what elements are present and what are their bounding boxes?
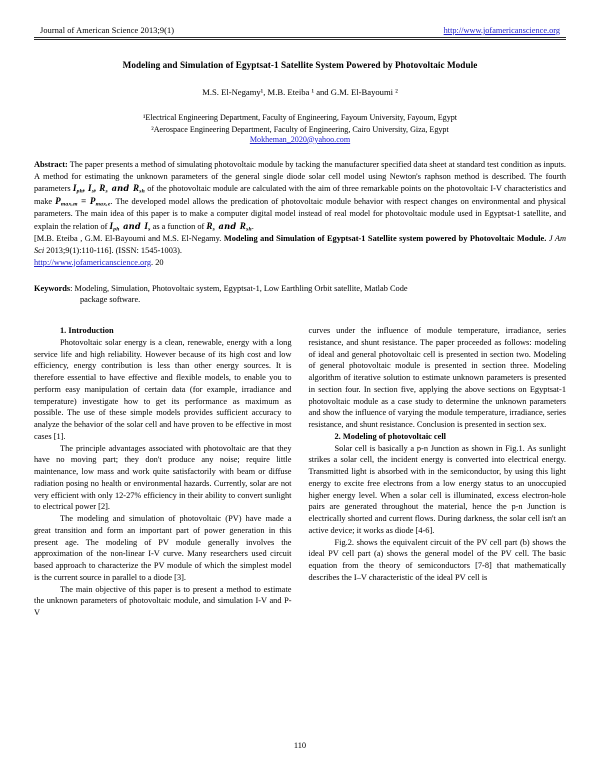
- header-rule: [34, 37, 566, 40]
- right-paragraph-2: Fig.2. shows the equivalent circuit of the PV cell part (b) shows the ideal PV cell part (a) shows the general model of the PV cell. The basic equation from the theory of semiconductors [7-8] that mathematically describes the I–V characteristic of the ideal PV cell is: [308, 537, 566, 582]
- right-paragraph-1: Solar cell is basically a p-n Junction as shown in Fig.1. As sunlight strikes a solar cell, the incident energy is converted into electrical energy. Transmitted light is absorbed with in the semiconductor, by using this light energy to excite free electrons from a low energy status to an unoccupied higher energy level. When a solar cell is illuminated, excess electron-hole pairs are generated throughout the material, hence the p-n Junction is electrically shorted and current flows. During darkness, the solar cell isn't an active device; it works as diode [4-6].: [308, 443, 566, 535]
- abstract-text-3: . The developed model allows the predication of photovoltaic module behavior with respect changes on environmental and physical parameters. The main idea of this paper is to make a computer digital model instead of real model for photovoltaic module used in Egyptsat-1 satellite, and explain the relation of: [34, 197, 566, 232]
- math-iph-and-is: $I_{ph}$ and $I_s$: [109, 221, 151, 233]
- journal-url-link[interactable]: http://www.jofamericanscience.org: [443, 26, 560, 35]
- running-head: [34, 26, 566, 37]
- page-number: 110: [293, 741, 307, 750]
- abstract-text-4: as a function of: [150, 222, 207, 232]
- math-pmax-equality: $P_{max,m} = P_{max,e}$: [55, 196, 111, 208]
- citation-prefix: [M.B. Eteiba , G.M. El-Bayoumi and M.S. El-Negamy.: [34, 233, 224, 243]
- math-rs-and-rsh: $R_s$ and $R_{sh}$: [206, 221, 252, 233]
- journal-citation: Journal of American Science 2013;9(1): [40, 26, 175, 35]
- abstract-paragraph: [34, 159, 566, 233]
- abstract-label: Abstract:: [34, 159, 68, 169]
- self-citation: [34, 233, 566, 269]
- left-paragraph-3: The modeling and simulation of photovoltaic (PV) have made a great transition and form an important part of power generation in this present age. The modeling of PV module generally involves the approximation of the non-linear I-V curve. Many researchers used circuit based approach to characterize the PV module of which the simplest model is the current source in parallel to a diode [3].: [34, 514, 292, 582]
- abstract-text-1: The paper presents a method of simulating photovoltaic module by tacking the manufacturer specified data sheet at standard test condition as inputs. A method for estimating the unknown parameters of the general single diode solar cell model using Newton's raphson method is described. The fourth parameters: [34, 159, 566, 194]
- left-paragraph-4: The main objective of this paper is to present a method to estimate the unknown parameters of photovoltaic module, and simulation I-V and P-V: [34, 584, 292, 618]
- abstract-text-2: of the photovoltaic module are calculated with the aim of three remarkable points on the photovoltaic I-V characteristics and make: [34, 184, 567, 207]
- author-names: M.S. El-Negamy¹, M.B. Eteiba ¹ and G.M. El-Bayoumi ²: [202, 87, 398, 98]
- affiliations: [34, 112, 566, 134]
- citation-tail: . 20: [151, 257, 164, 267]
- citation-volume: 2013;9(1):110-116]. (ISSN: 1545-1003).: [44, 245, 182, 255]
- affiliation-1: ¹Electrical Engineering Department, Faculty of Engineering, Fayoum University, Fayoum, Egypt: [142, 113, 458, 123]
- left-column: [34, 325, 292, 619]
- left-paragraph-2: The principle advantages associated with photovoltaic are that they have no moving part; they don't produce any noise; require little maintenance, low mass and work quite satisfactorily with beam or diffuse radiation posing no health or environmental hazards. Currently, solar are not very efficient with only 12-27% efficiency in their ability to convert sunlight to electrical power [2].: [34, 443, 292, 512]
- section-heading-modeling-pv-cell: 2. Modeling of photovoltaic cell: [334, 431, 446, 441]
- abstract-text-5: .: [251, 222, 254, 232]
- left-paragraph-1: Photovoltaic solar energy is a clean, renewable, energy with a long service life and high reliability. However because of its high cost and low efficiency, energy contribution is less than other energy sources. It is therefore essential to have effective and flexible models, to enable you to perform easy manipulation of certain data (for example, irradiance and temperature) investigate how to get its performance as maximum as possible. The use of these simple models provides sufficient accuracy to analyze the behavior of the solar cell and have proven to be effective in most cases [1].: [34, 337, 292, 441]
- right-paragraph-continuation: curves under the influence of module temperature, irradiance, series resistance, and shunt resistance. The paper proceeded as follows: modeling of ideal and general photovoltaic cell is presented in section two. Modeling of general photovoltaic module is presented in section three. Modeling algorithm of iterative solution to estimate unknown parameters is presented in section four. In section five, applying the above sections on Egyptsat-1 photovoltaic module as a case study to determine the unknown parameters and show the influence of varying the module temperature, irradiance, series resistance, and shunt resistance. Conclusion is presented in section sex.: [308, 326, 566, 430]
- page-title: Modeling and Simulation of Egyptsat-1 Satellite System Powered by Photovoltaic Module: [122, 60, 478, 71]
- citation-title: Modeling and Simulation of Egyptsat-1 Satellite system powered by Photovoltaic Module.: [223, 233, 547, 243]
- abstract-block: [34, 159, 566, 269]
- keywords-block: [34, 283, 566, 307]
- right-column: [309, 325, 567, 584]
- affiliation-2: ²Aerospace Engineering Department, Faculty of Engineering, Cairo University, Giza, Egypt: [151, 124, 449, 134]
- citation-url-link[interactable]: http://www.jofamericanscience.org: [34, 257, 152, 267]
- contact-email-link[interactable]: Mokheman_2020@yahoo.com: [249, 134, 351, 144]
- keywords-label: Keywords: [34, 283, 71, 293]
- body-columns: [34, 325, 566, 619]
- keywords-line-2: package software.: [80, 295, 141, 305]
- citation-journal: J Am Sci: [34, 233, 566, 255]
- keywords-line-1: : Modeling, Simulation, Photovoltaic system, Egyptsat-1, Low Earthling Orbit satellite, Matlab Code: [70, 283, 408, 293]
- math-parameters-iph-is-rs-rsh: $I_{ph}$, $I_s$, $R_s$ and $R_{sh}$: [72, 183, 146, 195]
- author-list: [34, 87, 566, 97]
- section-heading-introduction: 1. Introduction: [60, 326, 114, 336]
